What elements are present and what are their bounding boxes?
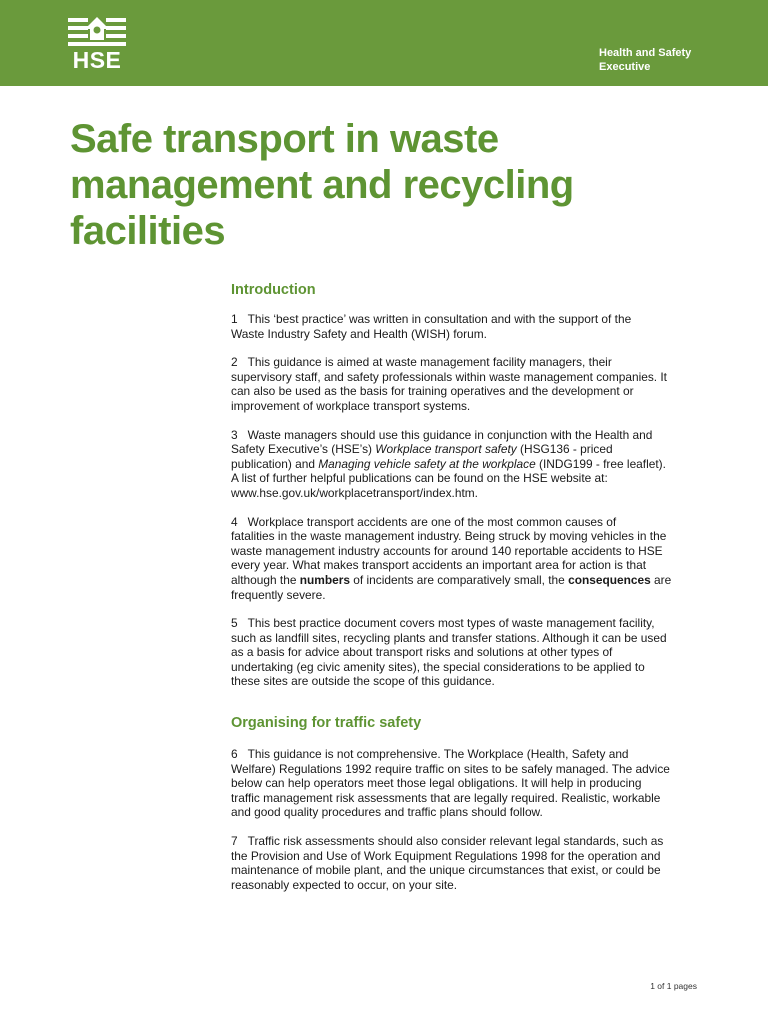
text-line: This best practice document covers most types of waste management facility, bbox=[247, 616, 655, 631]
text-line: waste management industry accounts for around 140 reportable accidents to HSE bbox=[231, 543, 663, 558]
text-fragment: although the bbox=[231, 572, 300, 587]
text-line: reasonably expected to occur, on your site. bbox=[231, 877, 458, 892]
text-fragment: (INDG199 - free leaflet). bbox=[535, 456, 666, 471]
paragraph-number: 6 bbox=[231, 747, 238, 762]
text-line: can also be used as the basis for training operatives and the development or bbox=[231, 384, 634, 399]
paragraph-number: 3 bbox=[231, 427, 238, 442]
publication-title-indg199: Managing vehicle safety at the workplace bbox=[318, 456, 536, 471]
text-line: This guidance is not comprehensive. The Workplace (Health, Safety and bbox=[247, 747, 629, 762]
organisation-name bbox=[599, 46, 739, 74]
text-line: supervisory staff, and safety professionals within waste management companies. It bbox=[231, 369, 667, 384]
text-line: the Provision and Use of Work Equipment Regulations 1998 for the operation and bbox=[231, 848, 661, 863]
text-line: maintenance of mobile plant, and the unique circumstances that exist, or could be bbox=[231, 863, 661, 878]
title-line: management and recycling bbox=[70, 163, 574, 207]
paragraph-number: 4 bbox=[231, 514, 238, 529]
emphasis-numbers: numbers bbox=[299, 572, 350, 587]
section-heading-organising: Organising for traffic safety bbox=[231, 715, 422, 732]
text-line: fatalities in the waste management industry. Being struck by moving vehicles in the bbox=[231, 529, 667, 544]
text-line: improvement of workplace transport systems. bbox=[231, 398, 471, 413]
text-line: Welfare) Regulations 1992 require traffic on sites to be safely managed. The advice bbox=[231, 761, 670, 776]
document-body bbox=[231, 281, 701, 892]
text-line: This guidance is aimed at waste management facility managers, their bbox=[247, 355, 612, 370]
page-counter: 1 of 1 pages bbox=[650, 981, 697, 991]
paragraph-1 bbox=[231, 312, 701, 341]
paragraph-6 bbox=[231, 747, 701, 820]
text-line: frequently severe. bbox=[231, 587, 326, 602]
text-line: these sites are outside the scope of this guidance. bbox=[231, 674, 495, 689]
paragraph-2 bbox=[231, 355, 701, 413]
logo-text: HSE bbox=[72, 47, 122, 73]
section-heading-introduction: Introduction bbox=[231, 282, 316, 298]
text-line: Workplace transport accidents are one of the most common causes of bbox=[247, 514, 617, 529]
title-line: Safe transport in waste bbox=[70, 117, 499, 161]
text-fragment: of incidents are comparatively small, the bbox=[349, 572, 569, 587]
text-line: and good quality procedures and traffic plans should follow. bbox=[231, 805, 543, 820]
paragraph-5 bbox=[231, 616, 701, 689]
text-line: Traffic risk assessments should also consider relevant legal standards, such as bbox=[247, 834, 664, 849]
paragraph-7 bbox=[231, 834, 701, 892]
publication-title-hsg136: Workplace transport safety bbox=[375, 442, 517, 457]
paragraph-number: 1 bbox=[231, 312, 238, 326]
text-line: Waste Industry Safety and Health (WISH) forum. bbox=[231, 326, 487, 341]
text-line: This ‘best practice’ was written in consultation and with the support of the bbox=[247, 312, 632, 326]
text-fragment: are bbox=[650, 572, 672, 587]
org-line-1: Health and Safety bbox=[599, 47, 692, 59]
paragraph-number: 2 bbox=[231, 355, 238, 370]
page-title bbox=[70, 116, 710, 254]
paragraph-4 bbox=[231, 515, 701, 603]
org-line-2: Executive bbox=[599, 61, 651, 73]
text-line: such as landfill sites, recycling plants and transfer stations. Although it can be used bbox=[231, 630, 667, 645]
text-fragment: (HSG136 - priced bbox=[516, 442, 613, 457]
website-url: www.hse.gov.uk/workplacetransport/index.htm. bbox=[231, 485, 478, 500]
text-line: below can help operators meet those legal obligations. It will help in producing bbox=[231, 776, 642, 791]
text-line: undertaking (eg civic amenity sites), the special considerations to be applied to bbox=[231, 659, 645, 674]
text-fragment: publication) and bbox=[231, 456, 319, 471]
text-line: as a basis for advice about transport risks and solutions at other types of bbox=[231, 645, 613, 660]
header-bar bbox=[0, 0, 768, 86]
text-line: A list of further helpful publications can be found on the HSE website at: bbox=[231, 471, 608, 486]
paragraph-number: 7 bbox=[231, 834, 238, 849]
emphasis-consequences: consequences bbox=[568, 572, 651, 587]
text-line: traffic management risk assessments that are legally required. Realistic, workable bbox=[231, 790, 661, 805]
paragraph-3 bbox=[231, 428, 701, 501]
paragraph-number: 5 bbox=[231, 616, 238, 631]
title-line: facilities bbox=[70, 209, 226, 253]
text-line: every year. What makes transport accidents an important area for action is that bbox=[231, 558, 647, 573]
text-fragment: Safety Executive’s (HSE’s) bbox=[231, 442, 376, 457]
text-line: Waste managers should use this guidance in conjunction with the Health and bbox=[247, 427, 653, 442]
